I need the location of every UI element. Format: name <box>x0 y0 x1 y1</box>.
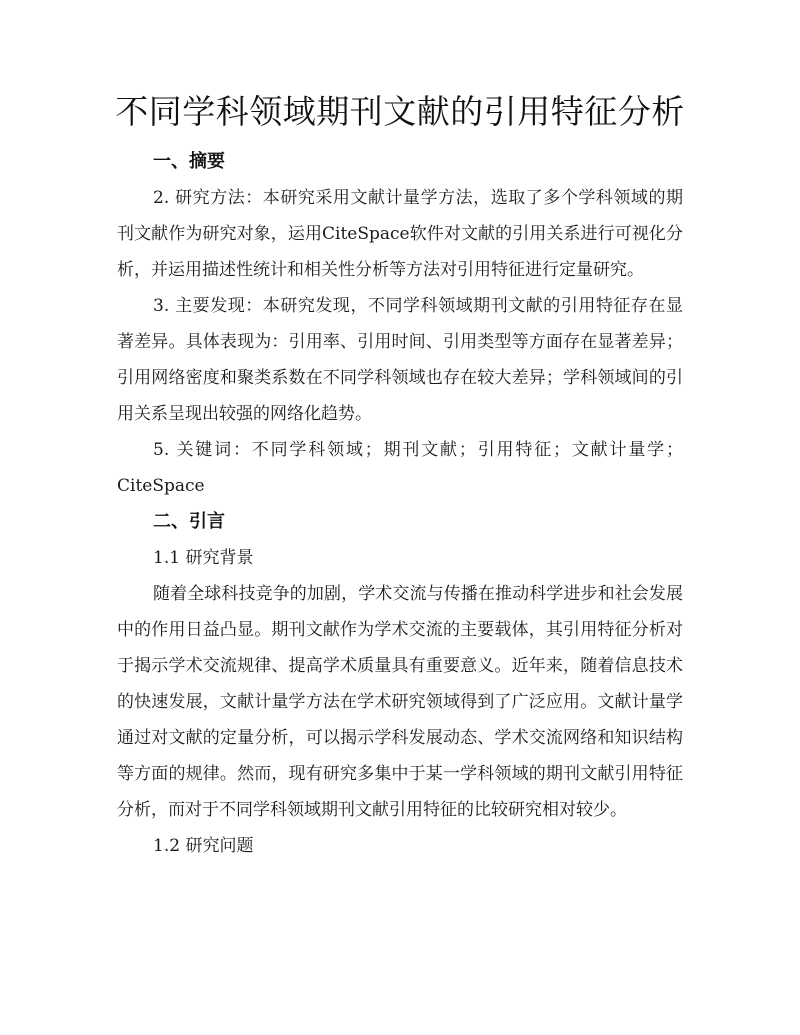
abstract-heading: 一、摘要 <box>153 151 225 172</box>
background-heading: 1.1 研究背景 <box>153 548 254 568</box>
document-title: 不同学科领域期刊文献的引用特征分析 <box>115 92 685 131</box>
question-heading: 1.2 研究问题 <box>153 836 254 856</box>
intro-heading: 二、引言 <box>153 511 225 532</box>
keywords-paragraph: 5. 关键词：不同学科领域；期刊文献；引用特征；文献计量学；CiteSpace <box>117 440 683 496</box>
findings-paragraph: 3. 主要发现：本研究发现，不同学科领域期刊文献的引用特征存在显著差异。具体表现为：引用率、引用时间、引用类型等方面存在显著差异；引用网络密度和聚类系数在不同学科领域也存在较大差异；学科领域间的引用关系呈现出较强的网络化趋势。 <box>117 296 683 424</box>
document-body <box>117 144 683 864</box>
method-paragraph: 2. 研究方法：本研究采用文献计量学方法，选取了多个学科领域的期刊文献作为研究对象，运用CiteSpace软件对文献的引用关系进行可视化分析，并运用描述性统计和相关性分析等方法对引用特征进行定量研究。 <box>117 188 683 280</box>
background-paragraph: 随着全球科技竞争的加剧，学术交流与传播在推动科学进步和社会发展中的作用日益凸显。期刊文献作为学术交流的主要载体，其引用特征分析对于揭示学术交流规律、提高学术质量具有重要意义。近年来，随着信息技术的快速发展，文献计量学方法在学术研究领域得到了广泛应用。文献计量学通过对文献的定量分析，可以揭示学科发展动态、学术交流网络和知识结构等方面的规律。然而，现有研究多集中于某一学科领域的期刊文献引用特征分析，而对于不同学科领域期刊文献引用特征的比较研究相对较少。 <box>117 584 683 820</box>
